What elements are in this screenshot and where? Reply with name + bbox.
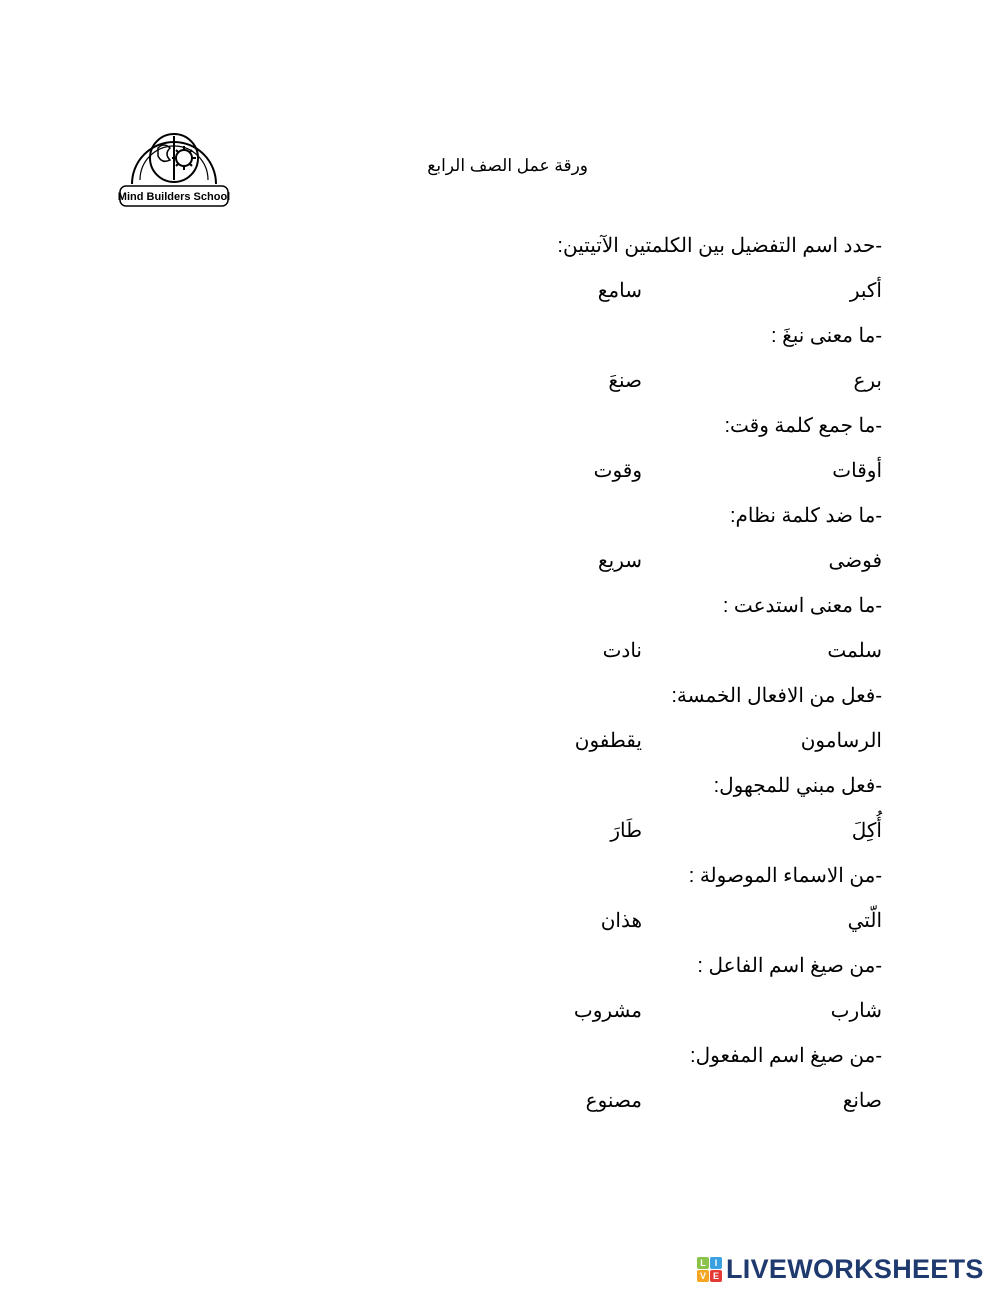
question-2 (382, 318, 882, 408)
question-prompt: -من الاسماء الموصولة : (688, 865, 882, 887)
answer-option[interactable]: سلمت (827, 640, 882, 662)
question-list (382, 228, 882, 1128)
answer-option[interactable]: شارب (830, 1000, 882, 1022)
question-8 (382, 858, 882, 948)
answer-option[interactable]: نادت (602, 640, 642, 662)
live-logo-icon (697, 1257, 722, 1282)
answer-option[interactable]: مصنوع (585, 1090, 642, 1112)
answer-option[interactable]: مشروب (573, 1000, 642, 1022)
question-prompt: -فعل من الافعال الخمسة: (671, 685, 882, 707)
answer-option[interactable]: أُكِلَ (851, 820, 882, 842)
answer-option[interactable]: سامع (597, 280, 642, 302)
question-6 (382, 678, 882, 768)
answer-option[interactable]: الرسامون (800, 730, 882, 752)
answer-option[interactable]: برع (853, 370, 882, 392)
question-prompt: -حدد اسم التفضيل بين الكلمتين الآتيتين: (557, 235, 882, 257)
answer-option[interactable]: طَارَ (610, 820, 642, 842)
answer-option[interactable]: وقوت (593, 460, 642, 482)
question-prompt: -من صيغ اسم الفاعل : (697, 955, 882, 977)
question-prompt: -ما معنى استدعت : (722, 595, 882, 617)
answer-option[interactable]: صانع (842, 1090, 882, 1112)
answer-option[interactable]: أوقات (832, 460, 882, 482)
question-4 (382, 498, 882, 588)
svg-text:Mind Builders School: Mind Builders School (118, 191, 230, 203)
school-logo (118, 114, 230, 208)
question-prompt: -فعل مبني للمجهول: (713, 775, 882, 797)
answer-option[interactable]: صنعَ (608, 370, 642, 392)
question-7 (382, 768, 882, 858)
live-logo-letter: E (710, 1270, 722, 1282)
answer-option[interactable]: الّتي (847, 910, 882, 932)
question-10 (382, 1038, 882, 1128)
answer-option[interactable]: يقطفون (574, 730, 642, 752)
question-prompt: -ما ضد كلمة نظام: (729, 505, 882, 527)
question-prompt: -من صيغ اسم المفعول: (690, 1045, 882, 1067)
answer-option[interactable]: فوضى (828, 550, 882, 572)
answer-option[interactable]: أكبر (849, 280, 882, 302)
question-5 (382, 588, 882, 678)
answer-option[interactable]: سريع (597, 550, 642, 572)
live-logo-letter: V (697, 1270, 709, 1282)
live-logo-letter: I (710, 1257, 722, 1269)
question-3 (382, 408, 882, 498)
answer-option[interactable]: هذان (600, 910, 642, 932)
question-9 (382, 948, 882, 1038)
live-logo-letter: L (697, 1257, 709, 1269)
question-prompt: -ما معنى نبغَ : (770, 325, 882, 347)
liveworksheets-watermark (697, 1254, 984, 1285)
brand-name: LIVEWORKSHEETS (726, 1254, 984, 1284)
question-1 (382, 228, 882, 318)
worksheet-title: ورقة عمل الصف الرابع (427, 156, 588, 175)
question-prompt: -ما جمع كلمة وقت: (724, 415, 882, 437)
